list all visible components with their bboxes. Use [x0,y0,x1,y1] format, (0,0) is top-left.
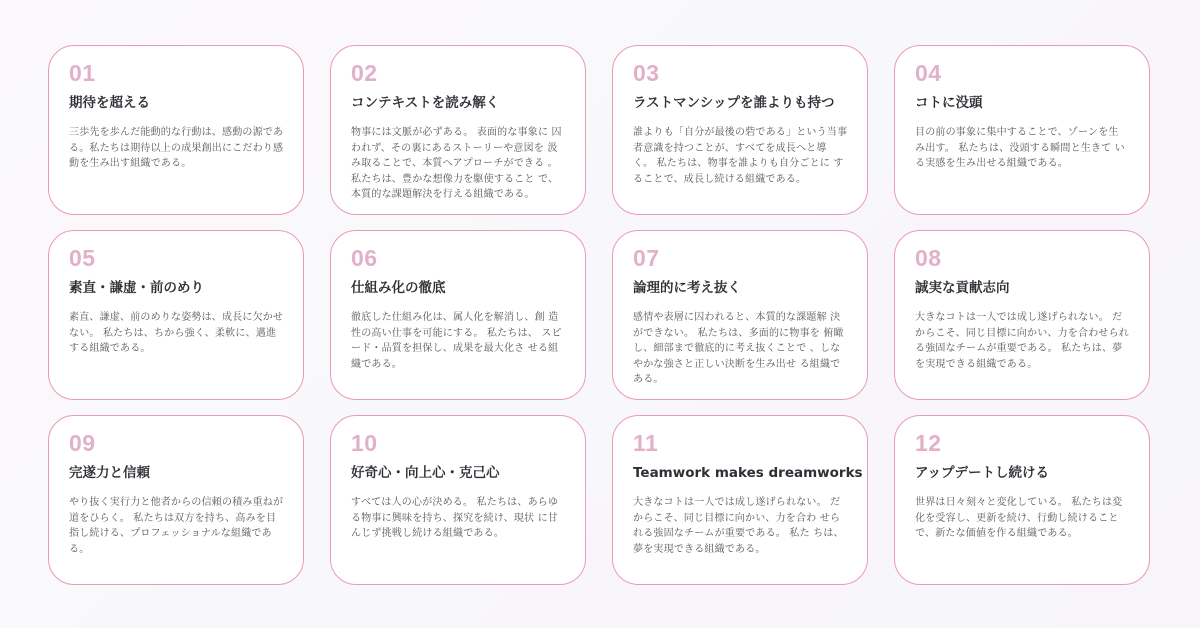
card-description: 三歩先を歩んだ能動的な行動は、感動の源である。私たちは期待以上の成果創出にこだわり感動を生み出す組織である。 [69,127,284,169]
card-description: 世界は日々刻々と変化している。 私たちは変化を受容し、更新を続け、行動し続けることで、新たな価値を作る組織である。 [915,497,1123,539]
card-description: 素直、謙虚、前のめりな姿勢は、成長に欠かせない。 私たちは、ちから強く、柔軟に、邁進する組織である。 [69,312,284,354]
card-description: 大きなコトは一人では成し遂げられない。 だからこそ、同じ目標に向かい、力を合わ せられる強固なチームが重要である。 私た ちは、夢を実現できる組織である。 [633,497,844,555]
card-title: 誠実な貢献志向 [915,280,1010,296]
value-card-11 [612,415,868,585]
value-card-01 [48,45,304,215]
card-number: 05 [69,245,96,271]
card-description: 徹底した仕組み化は、属人化を解消し、創 造性の高い仕事を可能にする。 私たちは、 スピード・品質を担保し、成果を最大化さ せる組織である。 [351,312,562,370]
card-number: 08 [915,245,942,271]
value-card-02 [330,45,586,215]
card-title: ラストマンシップを誰よりも持つ [633,95,835,111]
value-card-04 [894,45,1150,215]
card-title: アップデートし続ける [915,465,1050,481]
card-description: 物事には文脈が必ずある。 表面的な事象に 囚われず、その裏にあるストーリーや意図を 汲み取ることで、本質へアプローチができる 。私たちは、豊かな想像力を駆使すること で、本質的な課題解決を行える組織である。 [351,127,562,200]
card-description: 大きなコトは一人では成し遂げられない。 だからこそ、同じ目標に向かい、力を合わせられる強固なチームが重要である。 私たちは、夢を実現できる組織である。 [915,312,1129,370]
card-title: 完遂力と信頼 [69,465,150,481]
card-number: 12 [915,430,942,456]
value-card-10 [330,415,586,585]
value-card-07 [612,230,868,400]
value-card-09 [48,415,304,585]
value-card-12 [894,415,1150,585]
card-title: コンテキストを読み解く [351,95,500,111]
card-number: 11 [633,430,659,456]
card-number: 02 [351,60,378,86]
card-number: 06 [351,245,378,271]
card-description: すべては人の心が決める。 私たちは、あらゆる物事に興味を持ち、探究を続け、現状 に甘んじず挑戦し続ける組織である。 [351,497,559,539]
card-number: 07 [633,245,660,271]
card-title: 期待を超える [69,95,150,111]
value-card-06 [330,230,586,400]
card-number: 01 [69,60,96,86]
card-number: 09 [69,430,96,456]
value-card-03 [612,45,868,215]
card-title: 素直・謙虚・前のめり [69,280,204,296]
card-description: 誰よりも「自分が最後の砦である」という当事者意識を持つことが、すべてを成長へと導 く。 私たちは、物事を誰よりも自分ごとに することで、成長し続ける組織である。 [633,127,848,185]
values-grid [48,45,1152,585]
card-description: 目の前の事象に集中することで、ゾーンを生 み出す。 私たちは、没頭する瞬間と生きて いる実感を生み出せる組織である。 [915,127,1125,169]
card-title: 論理的に考え抜く [633,280,741,296]
value-card-08 [894,230,1150,400]
card-description: 感情や表層に囚われると、本質的な課題解 決ができない。 私たちは、多面的に物事を 俯瞰し、細部まで徹底的に考え抜くことで 、しなやかな強さと正しい決断を生み出せ る組織である。 [633,312,844,385]
value-card-05 [48,230,304,400]
card-title: Teamwork makes dreamworks [633,465,863,481]
card-description: やり抜く実行力と他者からの信頼の積み重ねが道をひらく。 私たちは双方を持ち、高みを目指し続ける、プロフェッショナルな組織である。 [69,497,284,555]
card-number: 04 [915,60,942,86]
card-number: 03 [633,60,660,86]
card-title: 好奇心・向上心・克己心 [351,465,500,481]
card-number: 10 [351,430,378,456]
card-title: 仕組み化の徹底 [351,280,446,296]
card-title: コトに没頭 [915,95,983,111]
